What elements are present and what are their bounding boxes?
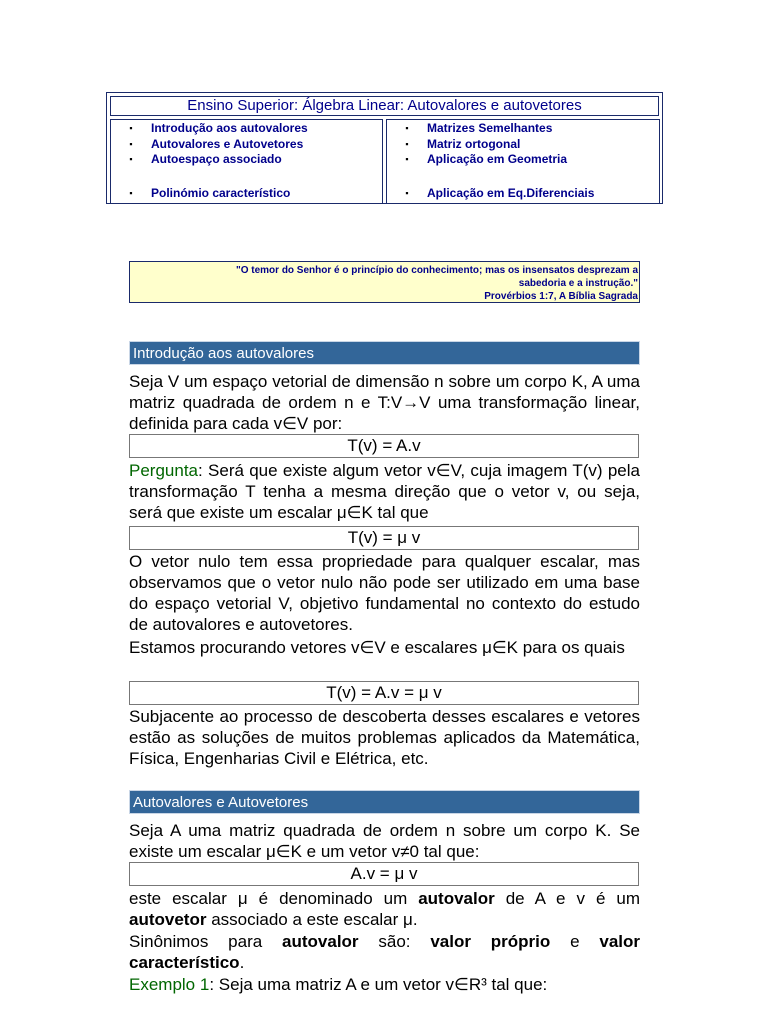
formula-box: T(v) = μ v xyxy=(129,526,639,550)
text-run: de A e v é um xyxy=(494,889,640,908)
text-run: e xyxy=(550,932,600,951)
nav-link-eq-diferenciais[interactable]: Aplicação em Eq.Diferenciais xyxy=(427,186,595,200)
page-title: Ensino Superior: Álgebra Linear: Autovalores e autovetores xyxy=(110,96,659,116)
question-paragraph xyxy=(129,460,640,523)
question-label: Pergunta xyxy=(129,461,198,480)
bullet-icon: ▪ xyxy=(405,188,409,198)
synonyms-paragraph xyxy=(129,931,640,973)
text-run: Sinônimos para xyxy=(129,932,283,951)
bullet-icon: ▪ xyxy=(129,188,133,198)
paragraph: Estamos procurando vetores v∈V e escalares μ∈K para os quais xyxy=(129,638,625,657)
paragraph: Seja A uma matriz quadrada de ordem n sobre um corpo K. Se existe um escalar μ∈K e um vetor v≠0 tal que: xyxy=(129,821,640,861)
text-run: são: xyxy=(358,932,431,951)
nav-item xyxy=(111,152,282,166)
nav-link-autoespaco[interactable]: Autoespaço associado xyxy=(151,152,282,166)
quote-line-1: "O temor do Senhor é o princípio do conhecimento; mas os insensatos desprezam a xyxy=(235,265,638,276)
bible-quote-box xyxy=(129,261,640,303)
paragraph: O vetor nulo tem essa propriedade para qualquer escalar, mas observamos que o vetor nulo não pode ser utilizado em uma base do espaço vetorial V, objetivo fundamental no contexto do estudo de autovalores e autovetores. xyxy=(129,552,640,634)
quote-source: Provérbios 1:7, A Bíblia Sagrada xyxy=(484,291,638,302)
nav-item xyxy=(387,152,567,166)
section-heading-autovalores: Autovalores e Autovetores xyxy=(129,790,640,814)
formula-box: T(v) = A.v xyxy=(129,434,639,458)
quote-line-2: sabedoria e a instrução." xyxy=(518,278,638,289)
example-paragraph xyxy=(129,974,640,995)
nav-item xyxy=(111,121,308,135)
term-autovalor: autovalor xyxy=(282,932,359,951)
bullet-icon: ▪ xyxy=(405,123,409,133)
term-autovetor: autovetor xyxy=(129,910,207,929)
topic-navigation-table xyxy=(106,92,663,204)
bullet-icon: ▪ xyxy=(129,123,133,133)
question-text: : Será que existe algum vetor v∈V, cuja imagem T(v) pela transformação T tenha a mesma direção que o vetor v, ou seja, será que existe um escalar μ∈K tal que xyxy=(129,461,640,522)
nav-link-matriz-ortogonal[interactable]: Matriz ortogonal xyxy=(427,137,521,151)
paragraph: Seja V um espaço vetorial de dimensão n sobre um corpo K, A uma matriz quadrada de ordem n e T:V→V uma transformação linear, definida para cada v∈V por: xyxy=(129,372,640,433)
nav-item xyxy=(387,121,552,135)
text-run: associado a este escalar μ. xyxy=(206,910,418,929)
term-valor-caracteristico: valor característico xyxy=(129,932,640,972)
term-autovalor: autovalor xyxy=(418,889,495,908)
bullet-icon: ▪ xyxy=(405,139,409,149)
definition-paragraph xyxy=(129,888,640,930)
nav-item xyxy=(111,186,290,200)
formula-box: T(v) = A.v = μ v xyxy=(129,681,639,705)
nav-link-introducao[interactable]: Introdução aos autovalores xyxy=(151,121,308,135)
nav-link-geometria[interactable]: Aplicação em Geometria xyxy=(427,152,568,166)
formula-box: A.v = μ v xyxy=(129,862,639,886)
nav-column-right xyxy=(386,119,660,203)
bullet-icon: ▪ xyxy=(129,154,133,164)
nav-item xyxy=(111,137,303,151)
nav-link-polinomio[interactable]: Polinómio característico xyxy=(151,186,291,200)
nav-column-left xyxy=(110,119,383,203)
term-valor-proprio: valor próprio xyxy=(430,932,551,951)
example-label: Exemplo 1 xyxy=(129,975,210,994)
text-run: . xyxy=(239,953,245,972)
nav-link-matrizes-semelhantes[interactable]: Matrizes Semelhantes xyxy=(427,121,553,135)
nav-item xyxy=(387,186,594,200)
nav-link-autovalores[interactable]: Autovalores e Autovetores xyxy=(151,137,304,151)
bullet-icon: ▪ xyxy=(405,154,409,164)
example-text: : Seja uma matriz A e um vetor v∈R³ tal que: xyxy=(209,975,548,994)
nav-item xyxy=(387,137,520,151)
section-heading-introducao: Introdução aos autovalores xyxy=(129,341,640,365)
bullet-icon: ▪ xyxy=(129,139,133,149)
text-run: este escalar μ é denominado um xyxy=(129,889,419,908)
paragraph: Subjacente ao processo de descoberta desses escalares e vetores estão as soluções de muitos problemas aplicados da Matemática, Física, Engenharias Civil e Elétrica, etc. xyxy=(129,707,640,768)
